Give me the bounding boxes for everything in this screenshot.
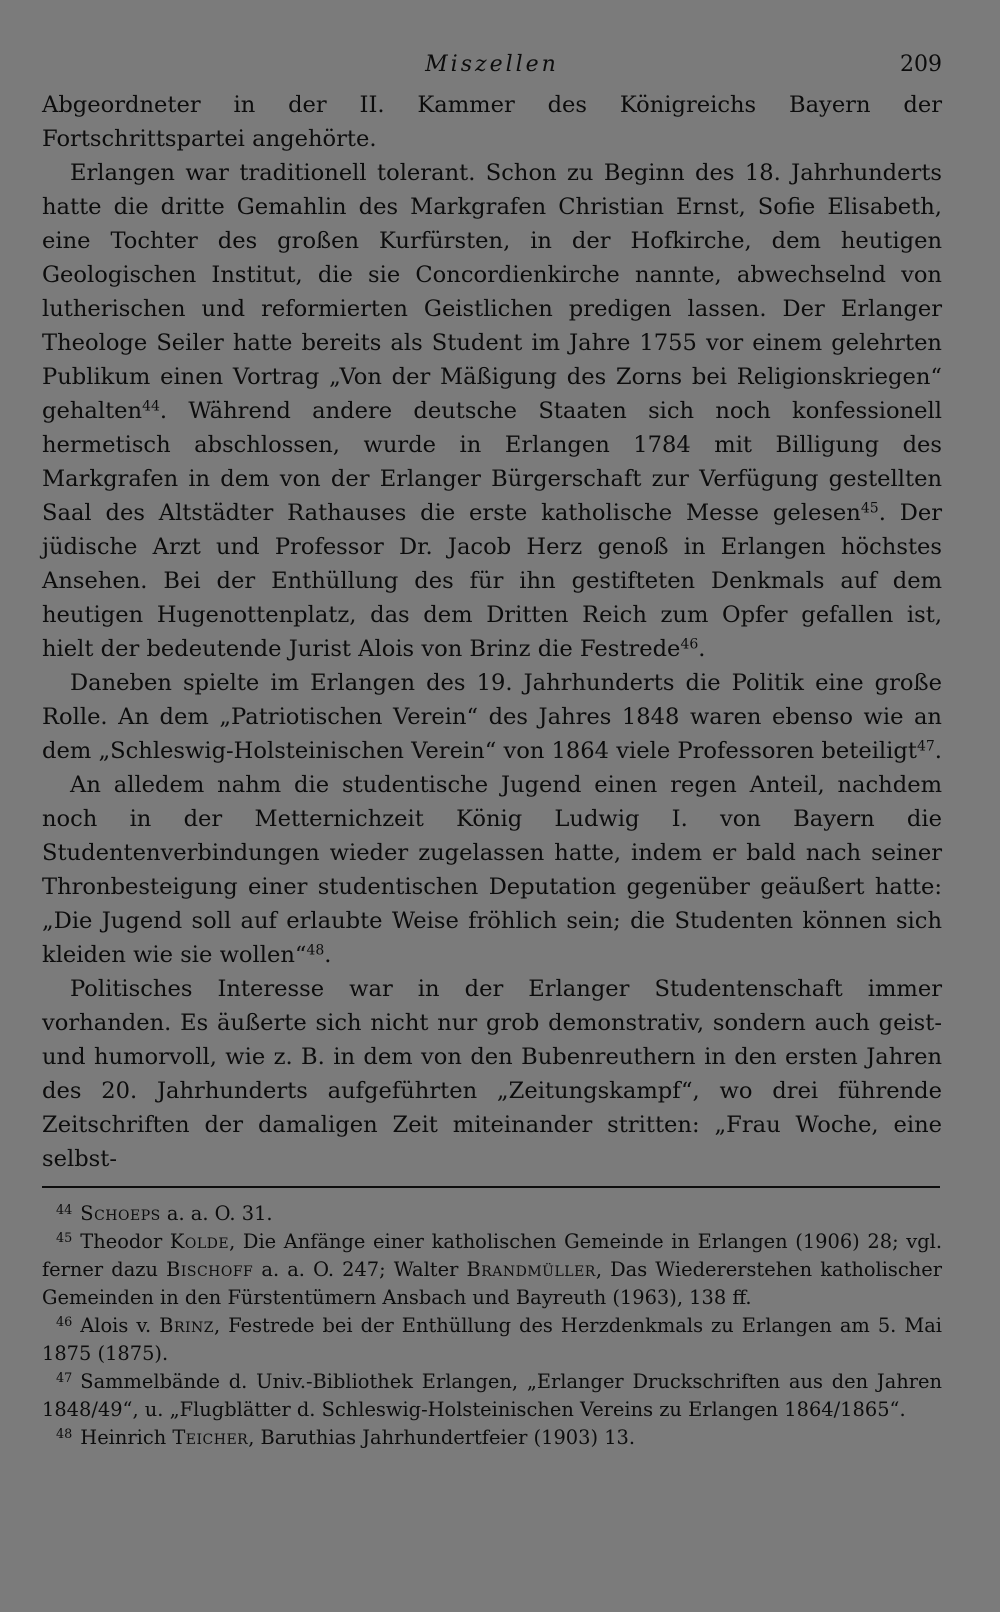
text-segment: . [324,942,332,968]
footnote-author: Kolde [169,1230,230,1253]
footnote-number: 46 [56,1314,73,1330]
footnote-author: Brinz [159,1314,215,1337]
footnote-text: , Baruthias Jahrhundertfeier (1903) 13. [248,1426,636,1449]
footnote-47 [42,1368,942,1424]
footnote-ref-45: 45 [860,500,879,517]
footnote-ref-46: 46 [680,636,699,653]
footnote-45 [42,1228,942,1312]
footnote-author: Brandmüller [466,1258,596,1281]
main-text [42,88,942,1176]
footnote-ref-48: 48 [306,942,325,959]
footnote-author: Bischoff [166,1258,254,1281]
footnote-46 [42,1312,942,1368]
text-segment: . Während andere deutsche Staaten sich noch konfessionell hermetisch abschlossen, wurde in Erlangen 1784 mit Billigung des Markgrafen in dem von der Erlanger Bürgerschaft zur Verfügung gestellten Saal des Altstädter Rathauses die erste katholische Messe gelesen [42,398,942,526]
text-segment: . [698,636,706,662]
footnote-number: 44 [56,1202,73,1218]
footnote-author: Teicher [172,1426,249,1449]
paragraph-students [42,768,942,972]
footnotes [42,1200,942,1452]
footnote-text: , Die Anfänge einer katholischen Gemeinde in Erlangen (1906) 28; vgl. ferner dazu [42,1230,942,1281]
text-segment: Erlangen war traditionell tolerant. Schon zu Beginn des 18. Jahrhunderts hatte die dritte Gemahlin des Markgrafen Christian Ernst, Sofie Elisabeth, eine Tochter des großen Kurfürsten, in der Hofkirche, dem heutigen Geologischen Institut, die sie Concordienkirche nannte, abwechselnd von lutherischen und reformierten Geistlichen predigen lassen. Der Erlanger Theologe Seiler hatte bereits als Student im Jahre 1755 vor einem gelehrten Publikum einen Vortrag „Von der Mäßigung des Zorns bei Religionskriegen“ gehalten [42,160,942,424]
footnote-ref-47: 47 [916,738,935,755]
text-segment: . Der jüdische Arzt und Professor Dr. Jacob Herz genoß in Erlangen höchstes Ansehen. Bei der Enthüllung des für ihn gestifteten Denkmals auf dem heutigen Hugenottenplatz, das dem Dritten Reich zum Opfer gefallen ist, hielt der bedeutende Jurist Alois von Brinz die Festrede [42,500,943,662]
footnote-48 [42,1424,942,1452]
text-segment: Daneben spielte im Erlangen des 19. Jahrhunderts die Politik eine große Rolle. An dem „Patriotischen Verein“ des Jahres 1848 waren ebenso wie an dem „Schleswig-Holsteinischen Verein“ von 1864 viele Professoren beteiligt [42,670,942,764]
book-page [42,52,942,1452]
footnote-number: 47 [56,1370,73,1386]
footnote-text: a. a. O. 31. [160,1202,273,1225]
footnote-text: Sammelbände d. Univ.-Bibliothek Erlangen, „Erlanger Druckschriften aus den Jahren 1848/49“, u. „Flugblätter d. Schleswig-Holsteinischen Vereins zu Erlangen 1864/1865“. [42,1370,942,1421]
footnote-rule [42,1186,940,1188]
footnote-text: a. a. O. 247; Walter [253,1258,467,1281]
footnote-44 [42,1200,942,1228]
footnote-text: Alois v. [80,1314,160,1337]
text-segment: . [934,738,942,764]
footnote-text: , Festrede bei der Enthüllung des Herzdenkmals zu Erlangen am 5. Mai 1875 (1875). [42,1314,942,1365]
page-number: 209 [900,52,942,77]
footnote-author: Schoeps [80,1202,161,1225]
footnote-text: Heinrich [80,1426,173,1449]
footnote-ref-44: 44 [142,398,160,415]
footnote-text: , Das Wiedererstehen katholischer Gemeinden in den Fürstentümern Ansbach und Bayreuth (1963), 138 ff. [42,1258,942,1309]
page-header [42,52,942,88]
paragraph-continued: Abgeordneter in der II. Kammer des Königreichs Bayern der Fortschrittspartei angehörte. [42,92,942,152]
footnote-number: 48 [56,1426,73,1442]
running-title: Miszellen [425,52,559,77]
footnote-number: 45 [56,1230,73,1246]
paragraph-politics [42,666,942,768]
paragraph-tolerance [42,156,942,666]
paragraph-interest: Politisches Interesse war in der Erlanger Studentenschaft immer vorhanden. Es äußerte sich nicht nur grob demonstrativ, sondern auch geist- und humorvoll, wie z. B. in dem von den Bubenreuthern in den ersten Jahren des 20. Jahrhunderts aufgeführten „Zeitungskampf“, wo drei führende Zeitschriften der damaligen Zeit miteinander stritten: „Frau Woche, eine selbst- [42,976,942,1172]
text-segment: An alledem nahm die studentische Jugend einen regen Anteil, nachdem noch in der Metternichzeit König Ludwig I. von Bayern die Studentenverbindungen wieder zugelassen hatte, indem er bald nach seiner Thronbesteigung einer studentischen Deputation gegenüber geäußert hatte: „Die Jugend soll auf erlaubte Weise fröhlich sein; die Studenten können sich kleiden wie sie wollen“ [42,772,942,968]
footnote-text: Theodor [80,1230,170,1253]
